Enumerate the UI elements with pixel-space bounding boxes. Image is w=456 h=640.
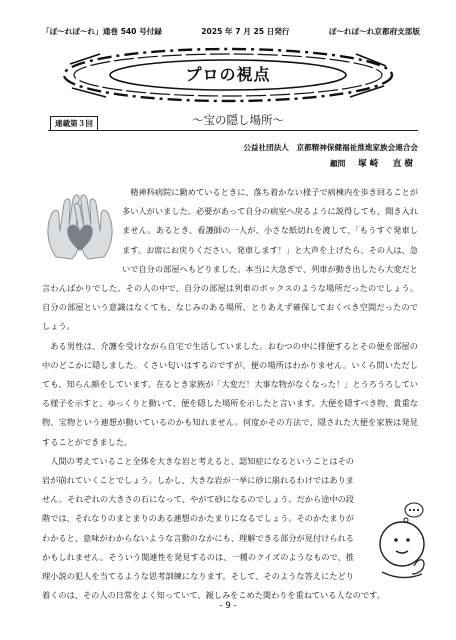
thinking-person-icon xyxy=(370,500,432,582)
hands-heart-icon xyxy=(42,185,118,269)
article-subtitle: 〜宝の隠し場所〜 xyxy=(192,113,284,127)
author-name: 塚崎 直樹 xyxy=(358,159,416,169)
page-header xyxy=(42,26,420,37)
author-line xyxy=(320,157,416,169)
paragraph: 精神科病院に勤めているときに、落ち着かない様子で病棟内を歩き回ることが多い人がいました。必要があって自分の病室へ戻るように説得しても、聞き入れません。あるとき、看護師の一人が、小さな紙切れを渡して、「もうすぐ発車します。お席にお戻りください。発車します！」と大声を上げたら、その人は、急いで自分の部屋へもどりました。本当に大急ぎで、列車が動き出したら大変だと言わんばかりでした。その人の中で、自分の部屋は列車のボックスのような場所だったのでしょう。自分の部屋という意識はなくても、なじみのある場所、とりあえず確保しておくべき空間だったのでしょう。 xyxy=(42,187,418,332)
paragraph: ある男性は、介護を受けながら自宅で生活していました。おむつの中に排便するとその便を部屋の中のどこかに隠しました。くさい匂いはするのですが、便の場所はわかりません。いくら問いただしても、知らん顔をしています。在るとき家族が「大変だ！大事な物がなくなった！」とうろうろしている様子を示すと、ゆっくりと動いて、便を隠した場所を示したと言います。大便を隠すべき物、貴重な物、宝物という連想が動いているのかも知れません。何度かその方法で、隠された大便を家族は発見することができました。 xyxy=(42,340,418,447)
author-organization: 公益社団法人 京都精神保健福祉推進家族会連合会 xyxy=(243,143,418,152)
author-role: 顧問 xyxy=(330,159,346,168)
publisher-label: ぽ〜れぽ〜れ京都府支部版 xyxy=(328,27,420,36)
newsletter-label: 「ぽ〜れぽ〜れ」通巻 540 号付録 xyxy=(42,27,162,36)
subtitle-divider xyxy=(48,130,418,131)
issue-date: 2025 年 7 月 25 日発行 xyxy=(201,27,290,36)
article-body xyxy=(42,183,418,605)
page-title: プロの視点 xyxy=(185,65,271,84)
series-badge: 連載第３回 xyxy=(50,116,98,131)
paragraph: 人間の考えていること全体を大きな岩と考えると、認知症になるということはその岩が崩れていくことでしょう。しかし、大きな岩が一挙に砂に崩れるわけではありません。それぞれの大きさの石になって、やがて砂になるのでしょう。だから途中の段階では、それなりのまとまりのある連想のかたまりになるでしょう。そのかたまりがわかると、意味がわからないような言動のなかにも、理解できる部分が見付けられるかもしれません。そういう関連性を発見するのは、一種のクイズのようなもので、推理小説の犯人を当てるような思考訓練になります。そして、そのような答えにたどり着くのは、その人の日常をよく知っていて、親しみをこめた関わりを重ねている人なのです。 xyxy=(42,452,418,606)
page-number: - 9 - xyxy=(219,601,237,611)
